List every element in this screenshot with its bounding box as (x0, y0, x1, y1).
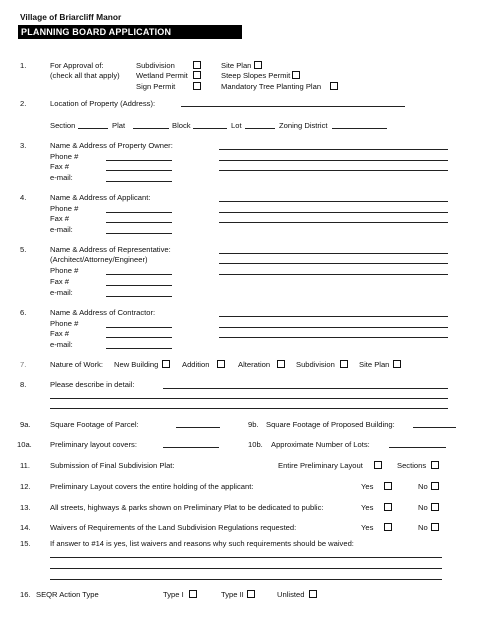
type-ii-label: Type II (221, 590, 244, 599)
fax-label: Fax # (50, 329, 69, 338)
item12-yes-checkbox[interactable] (384, 482, 392, 490)
owner-phone-field[interactable] (106, 160, 172, 161)
item-number: 14. (20, 523, 31, 532)
describe-label: Please describe in detail: (50, 380, 135, 389)
option-wetland-label: Wetland Permit (136, 71, 188, 80)
representative-fax-field[interactable] (106, 285, 172, 286)
fax-label: Fax # (50, 214, 69, 223)
lot-field[interactable] (245, 128, 275, 129)
item-number: 6. (20, 308, 27, 317)
owner-fax-field[interactable] (106, 170, 172, 171)
owner-label: Name & Address of Property Owner: (50, 141, 173, 150)
applicant-address-line[interactable] (219, 201, 448, 202)
layout-covers-label: Preliminary layout covers: (50, 440, 137, 449)
no-label: No (418, 482, 428, 491)
applicant-fax-field[interactable] (106, 222, 172, 223)
option-sign-label: Sign Permit (136, 82, 176, 91)
block-label: Block (172, 121, 191, 130)
approval-sublabel: (check all that apply) (50, 71, 120, 80)
building-sqft-label: Square Footage of Proposed Building: (266, 420, 395, 429)
unlisted-checkbox[interactable] (309, 590, 317, 598)
email-label: e-mail: (50, 173, 73, 182)
contractor-fax-field[interactable] (106, 337, 172, 338)
item-number: 16. (20, 590, 31, 599)
option-site-plan-label: Site Plan (221, 61, 252, 70)
fax-label: Fax # (50, 162, 69, 171)
describe-line[interactable] (163, 388, 448, 389)
representative-sublabel: (Architect/Attorney/Engineer) (50, 255, 148, 264)
owner-address-line[interactable] (219, 170, 448, 171)
layout-covers-field[interactable] (163, 447, 219, 448)
addition-label: Addition (182, 360, 210, 369)
contractor-label: Name & Address of Contractor: (50, 308, 156, 317)
zoning-label: Zoning District (279, 121, 328, 130)
work-subdivision-checkbox[interactable] (340, 360, 348, 368)
representative-phone-field[interactable] (106, 274, 172, 275)
applicant-phone-field[interactable] (106, 212, 172, 213)
email-label: e-mail: (50, 288, 73, 297)
alteration-checkbox[interactable] (277, 360, 285, 368)
lot-label: Lot (231, 121, 242, 130)
item-number: 10b. (248, 440, 263, 449)
email-label: e-mail: (50, 225, 73, 234)
work-site-plan-label: Site Plan (359, 360, 390, 369)
phone-label: Phone # (50, 152, 79, 161)
building-sqft-field[interactable] (413, 427, 456, 428)
owner-address-line[interactable] (219, 160, 448, 161)
lots-field[interactable] (389, 447, 446, 448)
phone-label: Phone # (50, 204, 79, 213)
item-number: 7. (20, 360, 27, 369)
unlisted-label: Unlisted (277, 590, 305, 599)
owner-email-field[interactable] (106, 181, 172, 182)
representative-address-line[interactable] (219, 253, 448, 254)
item12-no-checkbox[interactable] (431, 482, 439, 490)
describe-line[interactable] (50, 398, 448, 399)
no-label: No (418, 523, 428, 532)
representative-label: Name & Address of Representative: (50, 245, 171, 254)
addition-checkbox[interactable] (217, 360, 225, 368)
fax-label: Fax # (50, 277, 69, 286)
work-site-plan-checkbox[interactable] (393, 360, 401, 368)
yes-label: Yes (361, 503, 374, 512)
seqr-label: SEQR Action Type (36, 590, 99, 599)
village-name: Village of Briarcliff Manor (20, 12, 122, 22)
option-subdivision-label: Subdivision (136, 61, 175, 70)
location-label: Location of Property (Address): (50, 99, 156, 108)
zoning-field[interactable] (332, 128, 387, 129)
yes-label: Yes (361, 482, 374, 491)
applicant-address-line[interactable] (219, 222, 448, 223)
waivers-reasons-line[interactable] (50, 579, 442, 580)
type-i-label: Type I (163, 590, 184, 599)
entire-layout-checkbox[interactable] (374, 461, 382, 469)
contractor-address-line[interactable] (219, 337, 448, 338)
block-field[interactable] (193, 128, 227, 129)
work-subdivision-label: Subdivision (296, 360, 335, 369)
entire-holding-label: Preliminary Layout covers the entire holding of the applicant: (50, 482, 254, 491)
tree-planting-checkbox[interactable] (330, 82, 338, 90)
alteration-label: Alteration (238, 360, 271, 369)
option-tree-planting-label: Mandatory Tree Planting Plan (221, 82, 322, 91)
describe-line[interactable] (50, 408, 448, 409)
item-number: 9b. (248, 420, 259, 429)
contractor-phone-field[interactable] (106, 327, 172, 328)
representative-address-line[interactable] (219, 263, 448, 264)
steep-slopes-checkbox[interactable] (292, 71, 300, 79)
location-field[interactable] (181, 106, 405, 107)
contractor-address-line[interactable] (219, 316, 448, 317)
item-number: 9a. (20, 420, 31, 429)
item-number: 5. (20, 245, 27, 254)
sections-label: Sections (397, 461, 427, 470)
lots-label: Approximate Number of Lots: (271, 440, 370, 449)
site-plan-checkbox[interactable] (254, 61, 262, 69)
phone-label: Phone # (50, 266, 79, 275)
item-number: 11. (20, 461, 30, 470)
item-number: 10a. (17, 440, 32, 449)
item-number: 12. (20, 482, 31, 491)
form-title: PLANNING BOARD APPLICATION (18, 25, 242, 39)
item-number: 13. (20, 503, 31, 512)
email-label: e-mail: (50, 340, 73, 349)
option-steep-slopes-label: Steep Slopes Permit (221, 71, 291, 80)
phone-label: Phone # (50, 319, 79, 328)
item-number: 15. (20, 539, 31, 548)
contractor-email-field[interactable] (106, 348, 172, 349)
waivers-reasons-line[interactable] (50, 557, 442, 558)
new-building-checkbox[interactable] (162, 360, 170, 368)
item-number: 8. (20, 380, 27, 389)
entire-layout-label: Entire Preliminary Layout (278, 461, 363, 470)
representative-email-field[interactable] (106, 296, 172, 297)
type-ii-checkbox[interactable] (247, 590, 255, 598)
type-i-checkbox[interactable] (189, 590, 197, 598)
owner-address-line[interactable] (219, 149, 448, 150)
plat-label: Plat (112, 121, 126, 130)
dedicated-label: All streets, highways & parks shown on Preliminary Plat to be dedicated to public: (50, 503, 324, 512)
applicant-email-field[interactable] (106, 233, 172, 234)
new-building-label: New Building (114, 360, 159, 369)
subdivision-checkbox[interactable] (193, 61, 201, 69)
parcel-sqft-label: Square Footage of Parcel: (50, 420, 139, 429)
yes-label: Yes (361, 523, 374, 532)
item-number: 1. (20, 61, 27, 70)
waivers-reasons-line[interactable] (50, 568, 442, 569)
parcel-sqft-field[interactable] (176, 427, 220, 428)
section-field[interactable] (78, 128, 108, 129)
item14-yes-checkbox[interactable] (384, 523, 392, 531)
sign-permit-checkbox[interactable] (193, 82, 201, 90)
item14-no-checkbox[interactable] (431, 523, 439, 531)
sections-checkbox[interactable] (431, 461, 439, 469)
item-number: 3. (20, 141, 27, 150)
representative-address-line[interactable] (219, 274, 448, 275)
applicant-label: Name & Address of Applicant: (50, 193, 151, 202)
item13-no-checkbox[interactable] (431, 503, 439, 511)
waivers-reasons-label: If answer to #14 is yes, list waivers and reasons why such requirements should be waived: (50, 539, 354, 548)
approval-label: For Approval of: (50, 61, 104, 70)
item-number: 4. (20, 193, 27, 202)
item13-yes-checkbox[interactable] (384, 503, 392, 511)
waivers-label: Waivers of Requirements of the Land Subdivision Regulations requested: (50, 523, 297, 532)
item-number: 2. (20, 99, 27, 108)
section-label: Section (50, 121, 76, 130)
wetland-permit-checkbox[interactable] (193, 71, 201, 79)
applicant-address-line[interactable] (219, 212, 448, 213)
nature-of-work-label: Nature of Work: (50, 360, 104, 369)
contractor-address-line[interactable] (219, 327, 448, 328)
plat-field[interactable] (133, 128, 169, 129)
final-plat-label: Submission of Final Subdivision Plat: (50, 461, 175, 470)
no-label: No (418, 503, 428, 512)
